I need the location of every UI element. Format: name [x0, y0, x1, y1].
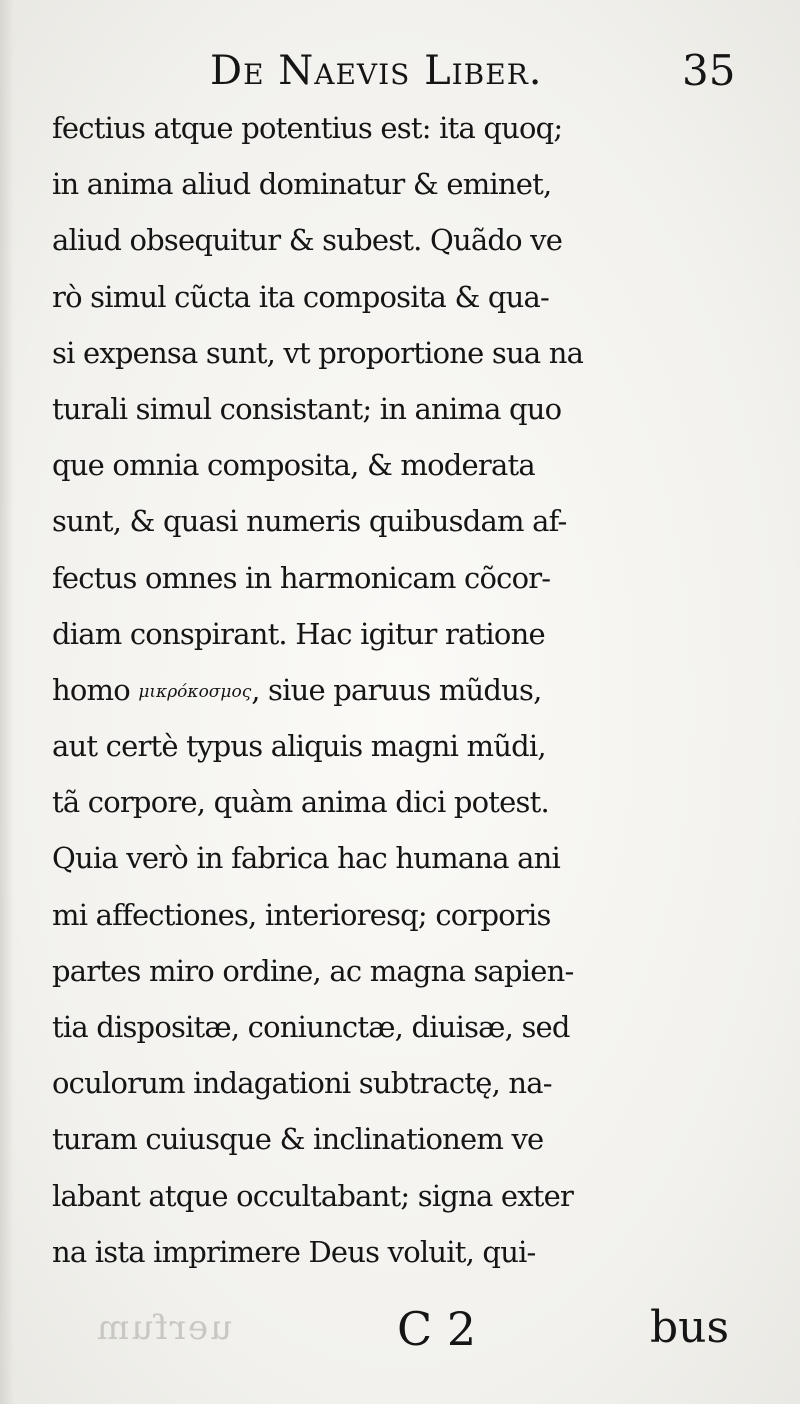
bleed-through-text: uerfum — [95, 1308, 232, 1348]
text-line: fectius atque potentius est: ita quoq; — [52, 111, 563, 145]
text-line: turam cuiusque & inclinationem ve — [52, 1122, 544, 1157]
text-line: na ista imprimere Deus voluit, qui- — [52, 1234, 536, 1269]
text-line: diam conspirant. Hac igitur ratione — [52, 616, 545, 651]
text-line: in anima aliud dominatur & eminet, — [52, 167, 552, 202]
text-line: que omnia composita, & moderata — [52, 448, 535, 483]
greek-word: μικρόκοσμος — [138, 681, 252, 702]
text-line: sunt, & quasi numeris quibusdam af- — [52, 504, 567, 539]
text-line: aliud obsequitur & subest. Quãdo ve — [52, 223, 563, 258]
text-line: aut certè typus aliquis magni mũdi, — [52, 729, 546, 764]
signature-mark: C 2 — [397, 1302, 477, 1356]
running-head: De Naevis Liber. — [210, 48, 543, 94]
text-line: partes miro ordine, ac magna sapien- — [52, 953, 574, 988]
text-line: tia dispositæ, coniunctæ, diuisæ, sed — [52, 1010, 570, 1044]
text-line: si expensa sunt, vt proportione sua na — [52, 335, 584, 370]
greek-line-before: homo — [52, 672, 139, 707]
page-number: 35 — [682, 46, 736, 95]
text-line: mi affectiones, interioresq; corporis — [52, 897, 551, 932]
text-line: labant atque occultabant; signa exter — [52, 1178, 574, 1213]
body-text — [52, 100, 772, 1280]
text-line: rò simul cũcta ita composita & qua- — [52, 279, 550, 314]
catchword: bus — [650, 1302, 730, 1353]
page-edge-shadow — [0, 0, 14, 1404]
text-line: oculorum indagationi subtractę, na- — [52, 1066, 552, 1101]
greek-line-after: , siue paruus mũdus, — [251, 672, 542, 707]
text-line-with-greek — [52, 662, 772, 718]
text-line: tã corpore, quàm anima dici potest. — [52, 785, 549, 820]
text-line: turali simul consistant; in anima quo — [52, 391, 562, 426]
page-footer — [52, 1302, 772, 1362]
text-line: fectus omnes in harmonicam cõcor- — [52, 560, 551, 595]
text-line: Quia verò in fabrica hac humana ani — [52, 841, 560, 876]
page-header — [210, 42, 736, 102]
